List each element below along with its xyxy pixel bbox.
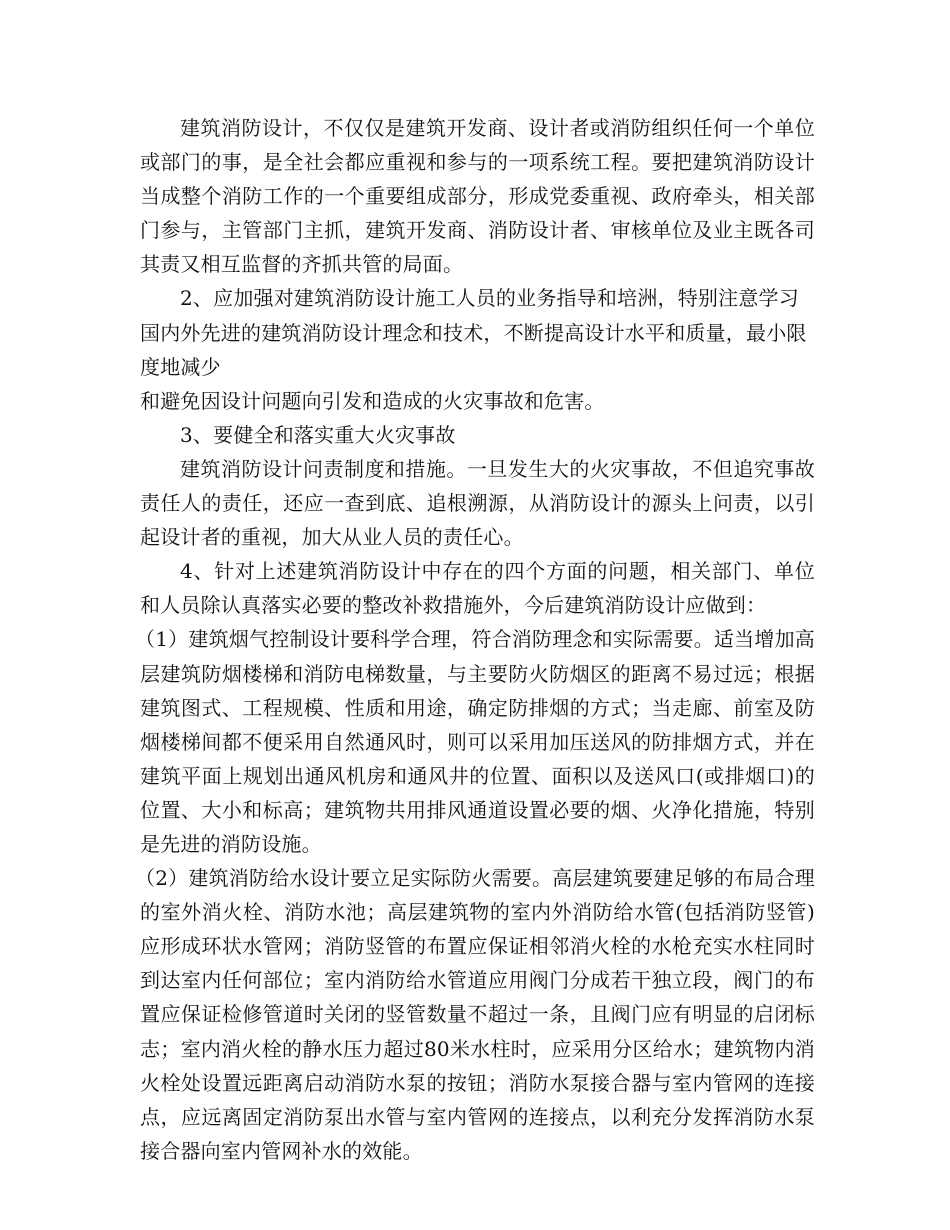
- paragraph-smoke-control: （1）建筑烟气控制设计要科学合理，符合消防理念和实际需要。适当增加高层建筑防烟楼梯和消防电梯数量，与主要防火防烟区的距离不易过远；根据建筑图式、工程规模、性质和用途，确定防排烟的方式；当走廊、前室及防烟楼梯间都不便采用自然通风时，则可以采用加压送风的防排烟方式，并在建筑平面上规划出通风机房和通风井的位置、面积以及送风口(或排烟口)的位置、大小和标高；建筑物共用排风通道设置必要的烟、火净化措施，特别是先进的消防设施。: [135, 627, 815, 856]
- document-body: [135, 111, 815, 1168]
- paragraph-water-supply: （2）建筑消防给水设计要立足实际防火需要。高层建筑要建足够的布局合理的室外消火栓、消防水池；高层建筑物的室内外消防给水管(包括消防竖管)应形成环状水管网；消防竖管的布置应保证相邻消火栓的水枪充实水柱同时到达室内任何部位；室内消防给水管道应用阀门分成若干独立段，阀门的布置应保证检修管道时关闭的竖管数量不超过一条，且阀门应有明显的启闭标志；室内消火栓的静水压力超过80米水柱时，应采用分区给水；建筑物内消火栓处设置远距离启动消防水泵的按钮；消防水泵接合器与室内管网的连接点，应远离固定消防泵出水管与室内管网的连接点，以利充分发挥消防水泵接合器向室内管网补水的效能。: [135, 866, 815, 1163]
- paragraph-item-3-body: 建筑消防设计问责制度和措施。一旦发生大的火灾事故，不但追究事故责任人的责任，还应一查到底、追根溯源，从消防设计的源头上问责，以引起设计者的重视，加大从业人员的责任心。: [140, 456, 815, 550]
- paragraph-item-2: 2、应加强对建筑消防设计施工人员的业务指导和培洲，特别注意学习国内外先进的建筑消防设计理念和技术，不断提高设计水平和质量，最小限度地减少: [140, 286, 807, 379]
- paragraph-social-responsibility: 建筑消防设计，不仅仅是建筑开发商、设计者或消防组织任何一个单位或部门的事，是全社会都应重视和参与的一项系统工程。要把建筑消防设计当成整个消防工作的一个重要组成部分，形成党委重视、政府牵头，相关部门参与，主管部门主抓，建筑开发商、消防设计者、审核单位及业主既各司其责又相互监督的齐抓共管的局面。: [140, 116, 815, 277]
- paragraph-item-2-continuation: 和避免因设计问题向引发和造成的火灾事故和危害。: [140, 388, 605, 413]
- paragraph-item-3-heading: 3、要健全和落实重大火灾事故: [180, 422, 456, 447]
- paragraph-item-4: 4、针对上述建筑消防设计中存在的四个方面的问题，相关部门、单位和人员除认真落实必要的整改补救措施外，今后建筑消防设计应做到：: [140, 559, 815, 618]
